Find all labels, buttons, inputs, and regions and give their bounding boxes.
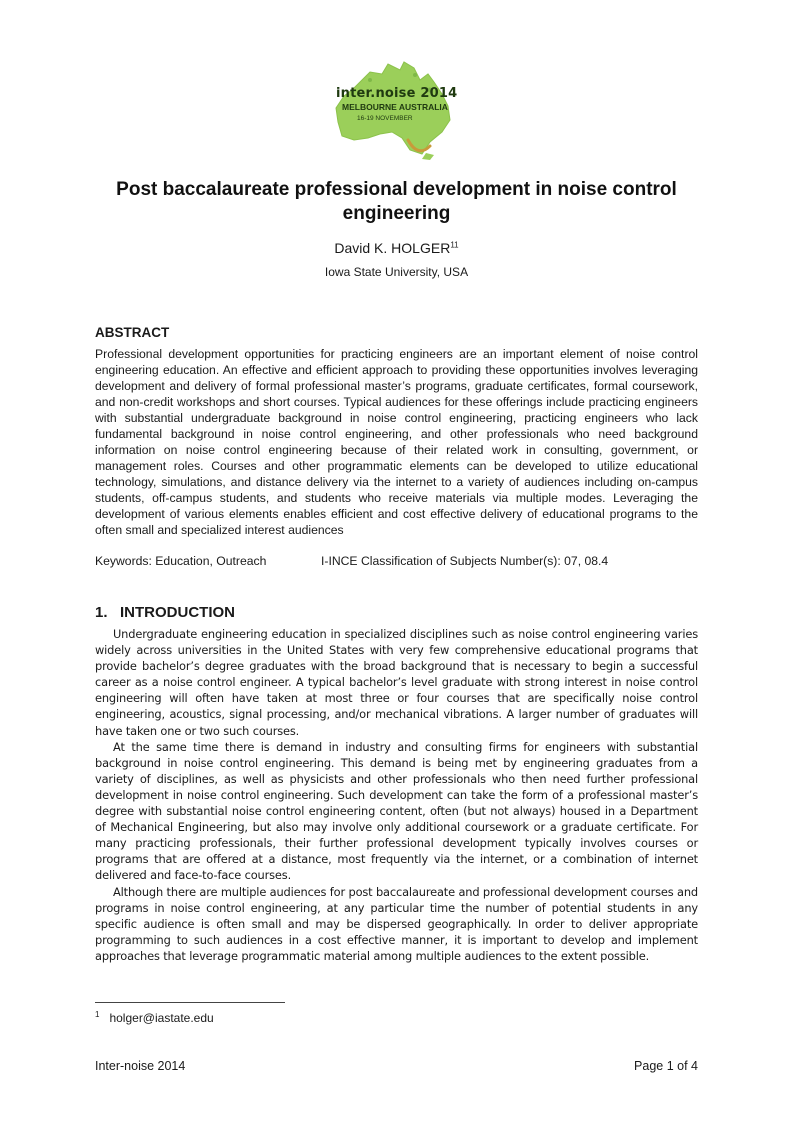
logo-location: MELBOURNE AUSTRALIA xyxy=(342,102,448,112)
footnote xyxy=(95,1010,214,1025)
section-heading xyxy=(95,604,235,621)
footnote-email: holger@iastate.edu xyxy=(109,1011,214,1025)
footnote-mark: 1 xyxy=(95,1010,100,1019)
conference-logo xyxy=(330,60,460,165)
paragraph: At the same time there is demand in industry and consulting firms for engineers with substantial background in noise control engineering. This demand is being met by engineering graduates from a variety of disciplines, as well as physicists and other professionals who then need further professional development in noise control engineering. Such development can take the form of a professional master’s degree with substantial noise control engineering content, often (but not always) housed in a Department of Mechanical Engineering, but also may involve only additional coursework or a graduate certificate. For many practicing professionals, their further professional development typically involves courses or programs that are offered at a distance, most frequently via the internet, or a combination of internet delivered and face-to-face courses. xyxy=(95,739,698,883)
author-line xyxy=(95,240,698,256)
australia-map-icon xyxy=(330,60,460,165)
abstract-text: Professional development opportunities for practicing engineers are an important element of noise control engineering education. An effective and efficient approach to providing these opportunities involves leveraging development and delivery of formal professional master’s programs, graduate certificates, formal coursework, and non-credit workshops and short courses. Typical audiences for these offerings include practicing engineers with substantial undergraduate background in noise control engineering, practicing engineers who lack fundamental background in noise control engineering, and other professionals who need background information on noise control engineering because of their related work in consulting, government, or management roles. Courses and other programmatic elements can be developed to utilize educational technology, simulations, and distance delivery via the internet to a variety of audiences including on-campus students, off-campus students, and students who receive materials via multiple modes. Leveraging the development of various elements enables efficient and cost effective delivery of educational programs to the often small and specialized interest audiences xyxy=(95,347,698,537)
footer-conference: Inter-noise 2014 xyxy=(95,1059,186,1073)
logo-dates: 16-19 NOVEMBER xyxy=(357,115,413,122)
author-superscript: 11 xyxy=(450,240,459,250)
author-affiliation: Iowa State University, USA xyxy=(324,265,469,279)
paragraph: Although there are multiple audiences for post baccalaureate and professional development courses and programs in noise control engineering, at any particular time the number of potential students in any specific audience is often small and may be dispersed geographically. In order to deliver appropriate programming to such audiences in a cost effective manner, it is important to develop and implement approaches that leverage programmatic material among multiple audiences to the extent possible. xyxy=(95,884,698,963)
footnote-divider xyxy=(95,1002,285,1003)
author-name: David K. HOLGER xyxy=(334,240,451,256)
abstract-heading: ABSTRACT xyxy=(95,325,170,340)
paper-title: Post baccalaureate professional development in noise control engineering xyxy=(116,179,677,224)
section-title: INTRODUCTION xyxy=(120,604,235,621)
section-body xyxy=(95,626,698,964)
classification: I-INCE Classification of Subjects Number(s): 07, 08.4 xyxy=(321,554,609,568)
footer-page-number: Page 1 of 4 xyxy=(634,1059,698,1073)
logo-brand: inter.noise 2014 xyxy=(336,86,458,101)
keywords: Keywords: Education, Outreach xyxy=(95,554,267,568)
section-number: 1. xyxy=(95,604,108,621)
paragraph: Undergraduate engineering education in specialized disciplines such as noise control engineering varies widely across universities in the United States with very few comprehensive educational programs that provide bachelor’s degree graduates with the broad background that is necessary to begin a successful career as a noise control engineer. A typical bachelor’s level graduate with strong interest in noise control engineering will often have taken at most three or four courses that are specifically noise control engineering, acoustics, signal processing, and/or mechanical vibrations. A larger number of graduates will have taken one or two such courses. xyxy=(95,627,698,738)
